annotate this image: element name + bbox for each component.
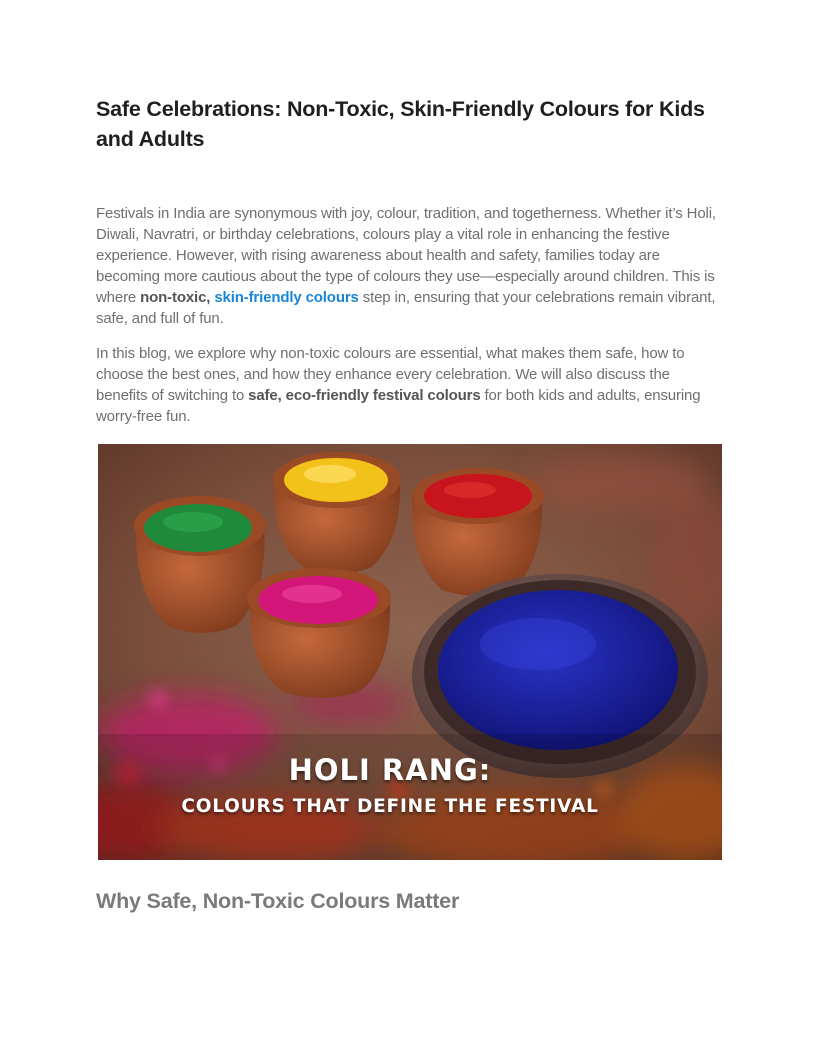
article-title: Safe Celebrations: Non-Toxic, Skin-Friendly Colours for Kids and Adults (96, 97, 705, 151)
blog-overview-paragraph (96, 343, 724, 427)
intro-text-start: Festivals in India are synonymous with joy, colour, tradition, and togetherness. Whether it’s Holi, Diwali, Navratri, or birthday celebrations, colours play a vital role in enhancing the festive experience. However, with rising awareness about health and safety, families today are becoming more cautious about the type of colours they use—especially around children. This is where (96, 205, 716, 306)
hero-subtitle: COLOURS THAT DEFINE THE FESTIVAL (181, 796, 599, 817)
intro-text-end: step in, ensuring that your celebrations remain vibrant, safe, and full of fun. (96, 289, 716, 327)
skin-friendly-colours-link[interactable]: skin-friendly colours (214, 289, 359, 306)
section-heading: Why Safe, Non-Toxic Colours Matter (96, 889, 460, 913)
overview-text-start: In this blog, we explore why non-toxic colours are essential, what makes them safe, how to choose the best ones, and how they enhance every celebration. We will also discuss the benefits of switching to (96, 345, 685, 404)
article (96, 94, 724, 427)
yellow-powder-pot (273, 452, 401, 574)
intro-bold-text: non-toxic, (140, 289, 211, 306)
intro-paragraph (96, 203, 724, 329)
hero-image (98, 444, 722, 860)
overview-bold-text: safe, eco-friendly festival colours (248, 387, 481, 404)
hero-title: HOLI RANG: (288, 753, 492, 787)
overview-text-end: for both kids and adults, ensuring worry-free fun. (96, 387, 701, 425)
